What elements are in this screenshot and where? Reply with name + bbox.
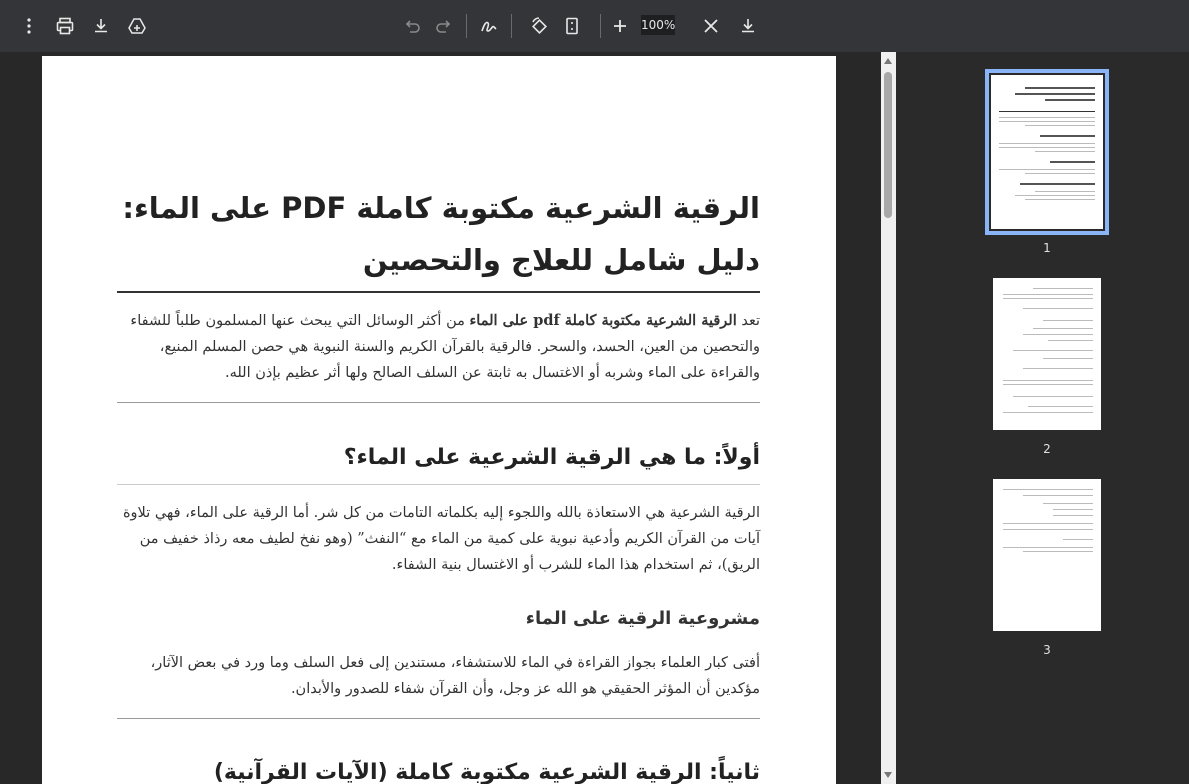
intro-paragraph [117,308,760,386]
heading-underline [117,484,760,485]
subsection-paragraph: أفتى كبار العلماء بجواز القراءة في الماء للاستشفاء، مستندين إلى فعل السلف وما ورد في بعض الآثار، مؤكدين أن المؤثر الحقيقي هو الله عز وجل، وأن القرآن شفاء للصدور والأبدان. [150,655,760,697]
section2-heading: ثانياً: الرقية الشرعية مكتوبة كاملة (الآيات القرآنية) [213,760,760,784]
page-fit-icon[interactable] [556,10,588,42]
pdf-toolbar [0,0,1189,52]
scroll-up-icon[interactable] [884,58,892,64]
more-options-icon[interactable] [13,10,45,42]
section1-paragraph: الرقية الشرعية هي الاستعاذة بالله واللجوء إليه بكلماته التامات من كل شر. أما الرقية على الماء، فهي تلاوة آيات من القرآن الكريم وأدعية نبوية على كمية من الماء مع “النفث” (وهو نفخ لطيف معه رذاذ خفيف من الريق)، ثم استخدام هذا الماء للشرب أو الاغتسال بنية الشفاء. [122,505,760,573]
page-thumbnail-3[interactable] [993,479,1101,631]
thumbnail-sidebar [896,52,1189,784]
undo-icon[interactable] [396,10,428,42]
thumbnail-page-number: 1 [1043,241,1051,255]
scroll-down-icon[interactable] [884,772,892,778]
close-icon[interactable] [695,10,727,42]
subsection-heading: مشروعية الرقية على الماء [525,608,760,629]
section1-heading: أولاً: ما هي الرقية الشرعية على الماء؟ [343,445,760,470]
title-divider [117,291,760,293]
drive-add-icon[interactable] [121,10,153,42]
document-title [117,182,760,286]
annotate-pen-icon[interactable] [473,10,505,42]
rotate-icon[interactable] [523,10,555,42]
section-divider [117,718,760,719]
toolbar-divider [600,14,601,38]
print-icon[interactable] [49,10,81,42]
title-line-2: دليل شامل للعلاج والتحصين [362,243,760,277]
intro-bold: الرقية الشرعية مكتوبة كاملة pdf على الماء [469,312,737,329]
zoom-in-icon[interactable] [604,10,636,42]
title-line-1: الرقية الشرعية مكتوبة كاملة PDF على الماء: [122,191,760,225]
intro-rest: من أكثر الوسائل التي يبحث عنها المسلمون طلباً للشفاء والتحصين من العين، الحسد، والسحر. فالرقية بالقرآن الكريم والسنة النبوية هي حصن المسلم المنيع، والقراءة على الماء وشربه أو الاغتسال به ثابتة عن السلف الصالح ولها أثر عظيم بإذن الله. [130,313,760,381]
page-thumbnail-1[interactable] [991,75,1103,229]
download-icon[interactable] [85,10,117,42]
save-download-icon[interactable] [732,10,764,42]
redo-icon[interactable] [428,10,460,42]
thumbnail-page-number: 3 [1043,643,1051,657]
thumbnail-page-number: 2 [1043,442,1051,456]
toolbar-divider [511,14,512,38]
intro-prefix: تعد [736,313,760,329]
scrollbar-thumb[interactable] [884,72,892,218]
zoom-level-input[interactable]: 100% [641,15,675,35]
page-thumbnail-2[interactable] [993,278,1101,430]
vertical-scrollbar[interactable] [881,52,896,784]
document-viewer[interactable] [0,52,881,784]
section-divider [117,402,760,403]
pdf-page [42,56,836,784]
toolbar-divider [466,14,467,38]
